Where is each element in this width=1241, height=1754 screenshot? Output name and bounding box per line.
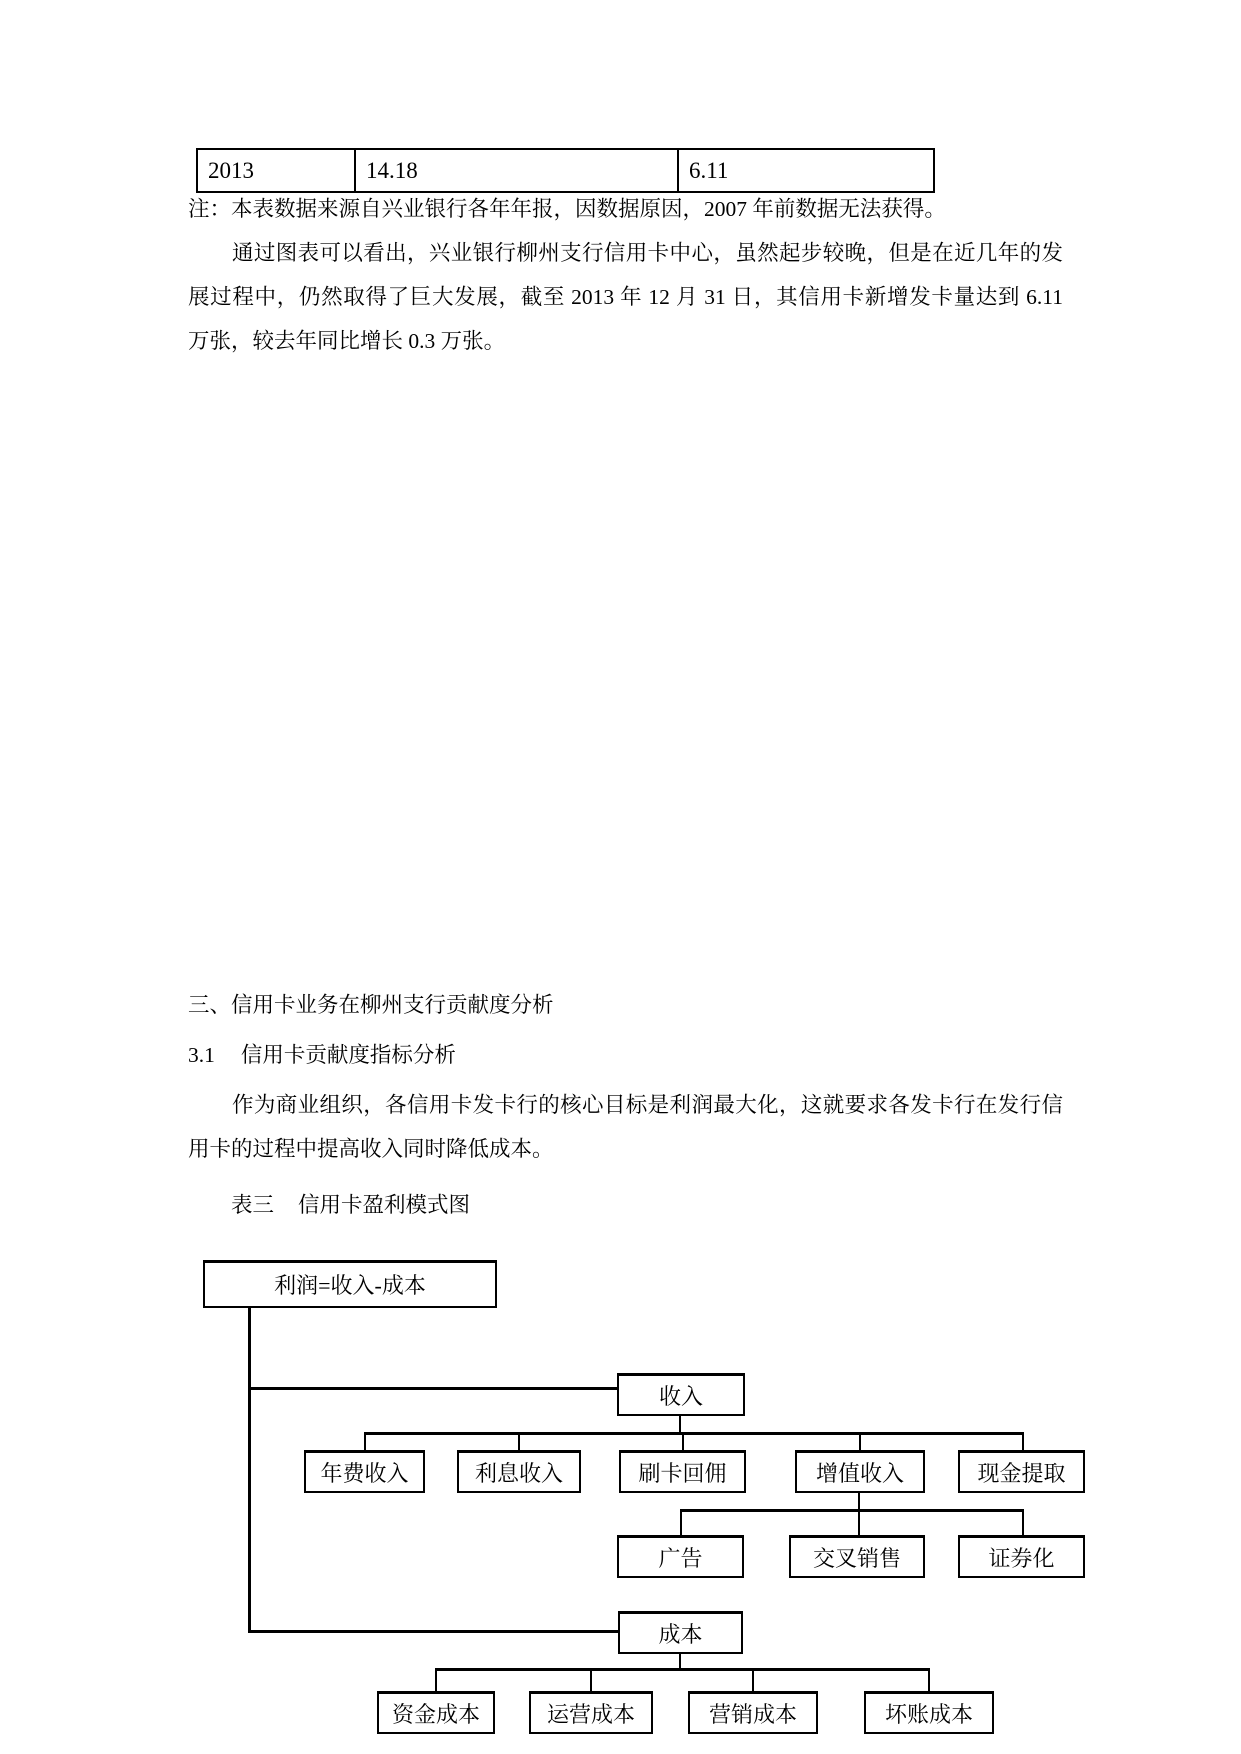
paragraph-line: 通过图表可以看出，兴业银行柳州支行信用卡中心，虽然起步较晚，但是在近几年的发	[232, 241, 1063, 265]
diagram-drop-line	[590, 1668, 592, 1691]
diagram-value-added-bus-line	[680, 1509, 1024, 1512]
diagram-trunk-line	[248, 1308, 251, 1633]
subsection-number: 3.1	[188, 1043, 215, 1067]
section-heading: 三、信用卡业务在柳州支行贡献度分析	[188, 993, 554, 1017]
figure-caption-title: 信用卡盈利模式图	[298, 1193, 471, 1217]
node-capital-cost: 资金成本	[377, 1691, 495, 1734]
node-cross-selling: 交叉销售	[789, 1535, 925, 1578]
diagram-drop-line	[1022, 1509, 1024, 1535]
node-value-added-income: 增值收入	[795, 1450, 925, 1493]
table-cell-new-cards: 6.11	[677, 150, 933, 191]
diagram-branch-cost-line	[248, 1630, 618, 1633]
diagram-cost-drop-line	[679, 1653, 681, 1669]
node-swipe-commission: 刷卡回佣	[619, 1450, 746, 1493]
diagram-drop-line	[364, 1432, 366, 1450]
diagram-drop-line	[752, 1668, 754, 1691]
node-cash-withdrawal: 现金提取	[958, 1450, 1085, 1493]
diagram-drop-line	[435, 1668, 437, 1691]
subsection-heading	[188, 1042, 456, 1068]
node-profit-equation: 利润=收入-成本	[203, 1260, 497, 1308]
figure-caption	[231, 1192, 470, 1218]
diagram-drop-line	[859, 1432, 861, 1450]
paragraph-line: 用卡的过程中提高收入同时降低成本。	[188, 1137, 554, 1161]
node-marketing-cost: 营销成本	[688, 1691, 818, 1734]
paragraph-line: 万张，较去年同比增长 0.3 万张。	[188, 329, 506, 353]
diagram-cost-bus-line	[435, 1668, 930, 1671]
node-securitization: 证券化	[958, 1535, 1085, 1578]
subsection-title: 信用卡贡献度指标分析	[240, 1043, 456, 1067]
node-interest-income: 利息收入	[457, 1450, 581, 1493]
data-table	[196, 148, 935, 193]
diagram-drop-line	[680, 1509, 682, 1535]
figure-caption-label: 表三	[231, 1193, 275, 1217]
table-cell-year: 2013	[208, 157, 254, 183]
node-bad-debt-cost: 坏账成本	[864, 1691, 994, 1734]
diagram-drop-line	[928, 1668, 930, 1691]
node-cost: 成本	[618, 1611, 743, 1654]
table-note: 注：本表数据来源自兴业银行各年年报，因数据原因，2007 年前数据无法获得。	[188, 197, 946, 221]
diagram-value-added-drop-line	[858, 1493, 860, 1535]
diagram-drop-line	[682, 1432, 684, 1450]
diagram-drop-line	[518, 1432, 520, 1450]
node-income: 收入	[617, 1373, 745, 1416]
node-annual-fee-income: 年费收入	[304, 1450, 425, 1493]
node-operating-cost: 运营成本	[529, 1691, 653, 1734]
diagram-income-bus-line	[364, 1432, 1024, 1435]
diagram-branch-income-line	[248, 1387, 617, 1390]
paragraph-line: 展过程中，仍然取得了巨大发展，截至 2013 年 12 月 31 日，其信用卡新增发卡量达到 6.11	[188, 285, 1063, 309]
node-advertising: 广告	[617, 1535, 744, 1578]
diagram-drop-line	[1022, 1432, 1024, 1450]
table-cell-total-cards: 14.18	[354, 150, 677, 191]
paragraph-line: 作为商业组织，各信用卡发卡行的核心目标是利润最大化，这就要求各发卡行在发行信	[232, 1093, 1063, 1117]
